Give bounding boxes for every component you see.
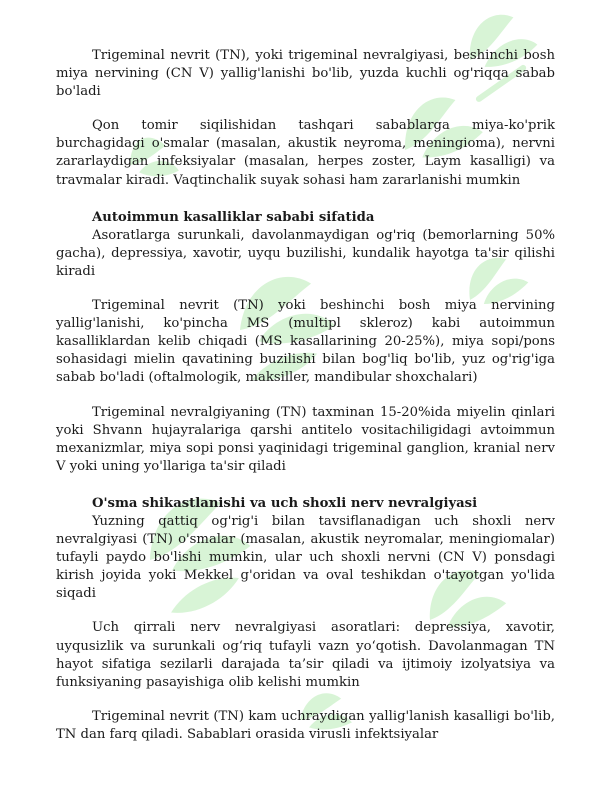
paragraph-tn-rare: Trigeminal nevrit (TN) kam uchraydigan yallig'lanish kasalligi bo'lib, TN dan farq qiladi. Sabablari orasida virusli infektsiyalar	[56, 708, 555, 742]
paragraph-complications: Asoratlarga surunkali, davolanmaydigan og'riq (bemorlarning 50% gacha), depressiya, xavotir, uyqu buzilishi, kundalik hayotga ta'sir qilishi kiradi	[56, 227, 555, 279]
paragraph-ms-cause: Trigeminal nevrit (TN) yoki beshinchi bosh miya nervining yallig'lanishi, ko'pincha MS (multipl skleroz) kabi autoimmun kasalliklardan kelib chiqadi (MS kasallarining 20-25%), miya sopi/pons sohasidagi mielin qavatining buzilishi bilan bog'liq bo'lib, yuz og'rig'iga sabab bo'ladi (oftalmologik, maksiller, mandibular shoxchalari)	[56, 298, 555, 386]
paragraph-other-causes: Qon tomir siqilishidan tashqari sabablarga miya-ko'prik burchagidagi o'smalar (masalan, akustik neyroma, meningioma), nervni zararlaydigan infeksiyalar (masalan, herpes zoster, Laym kasalligi) va travmalar kiradi. Vaqtinchalik suyak sohasi ham zararlanishi mumkin	[56, 118, 555, 188]
paragraph-tn-complications: Uch qirrali nerv nevralgiyasi asoratlari: depressiya, xavotir, uyqusizlik va surunkali og‘riq tufayli vazn yo‘qotish. Davolanmagan TN hayot sifatiga sezilarli darajada ta’sir qiladi va ijtimoiy izolyatsiya va funksiyaning pasayishiga olib kelishi mumkin	[56, 620, 555, 690]
paragraph-tumor-cause: Yuzning qattiq og'rig'i bilan tavsiflanadigan uch shoxli nerv nevralgiyasi (TN) o'smalar (masalan, akustik neyromalar, meningiomalar) tufayli paydo bo'lishi mumkin, ular uch shoxli nervni (CN V) ponsdagi kirish joyida yoki Mekkel g'oridan va oval teshikdan o'tayotgan yo'lida siqadi	[56, 513, 555, 602]
heading-autoimmune: Autoimmun kasalliklar sababi sifatida	[92, 209, 375, 225]
paragraph-tn-definition: Trigeminal nevrit (TN), yoki trigeminal nevralgiyasi, beshinchi bosh miya nervining (CN V) yallig'lanishi bo'lib, yuzda kuchli og'riqqa sabab bo'ladi	[56, 48, 555, 100]
paragraph-autoimmune-mechanism: Trigeminal nevralgiyaning (TN) taxminan 15-20%ida miyelin qinlari yoki Shvann hujayralariga qarshi antitelo vositachiligidagi avtoimmun mexanizmlar, miya sopi ponsi yaqinidagi trigeminal ganglion, kranial nerv V yoki uning yo'llariga ta'sir qiladi	[56, 404, 555, 474]
document-body	[56, 47, 555, 744]
heading-tumor: O'sma shikastlanishi va uch shoxli nerv nevralgiyasi	[92, 495, 478, 511]
